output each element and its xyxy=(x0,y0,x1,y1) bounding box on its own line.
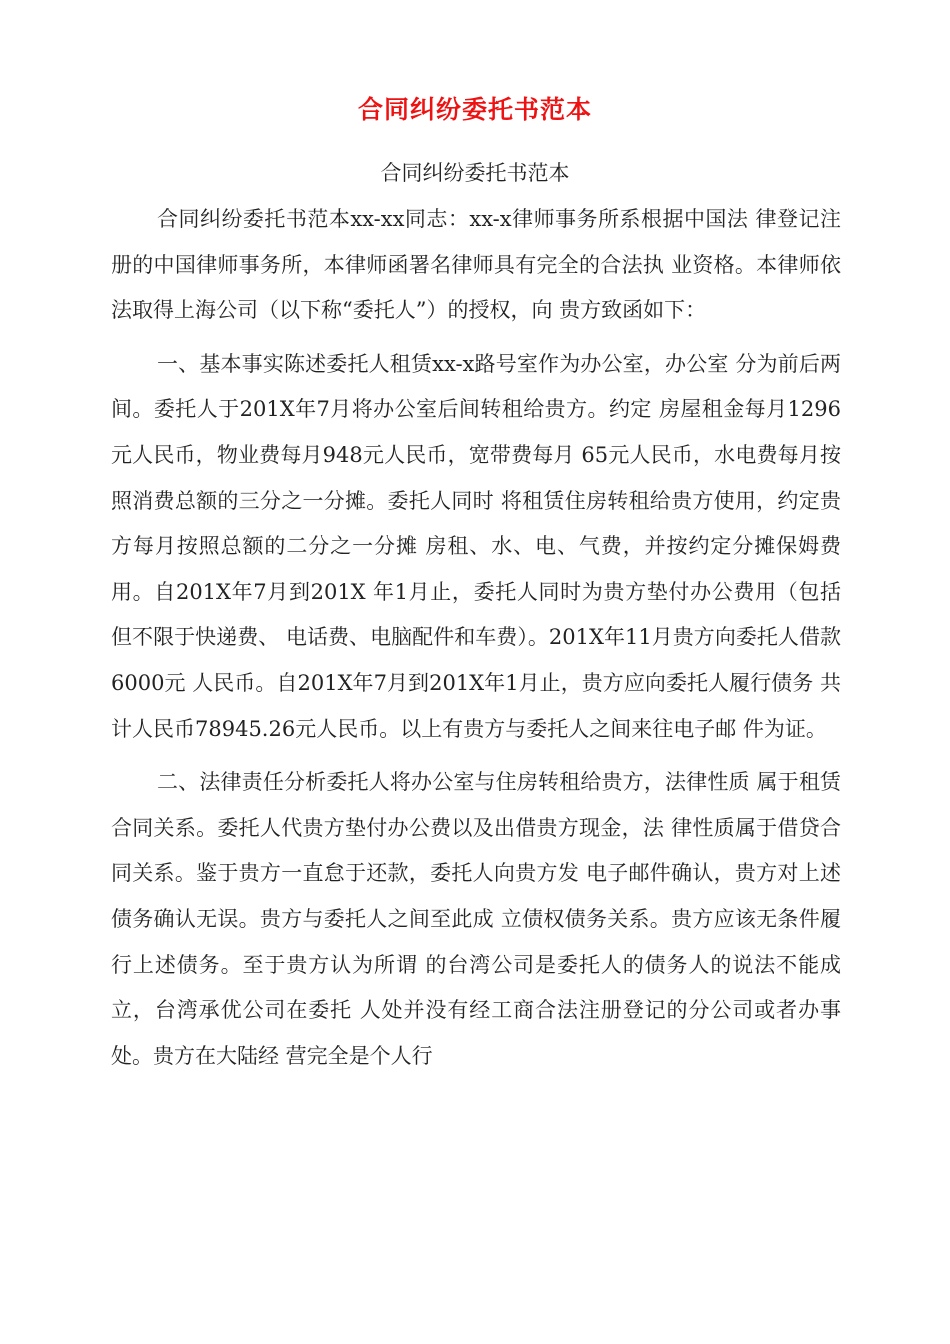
paragraph-facts: 一、基本事实陈述委托人租赁xx-x路号室作为办公室，办公室 分为前后两间。委托人于201X年7月将办公室后间转租给贵方。约定 房屋租金每月1296元人民币，物业费每月948元人民币，宽带费每月 65元人民币，水电费每月按照消费总额的三分之一分摊。委托人同时 将租赁住房转租给贵方使用，约定贵方每月按照总额的二分之一分摊 房租、水、电、气费，并按约定分摊保姆费用。自201X年7月到201X 年1月止，委托人同时为贵方垫付办公费用（包括但不限于快递费、 电话费、电脑配件和车费）。201X年11月贵方向委托人借款6000元 人民币。自201X年7月到201X年1月止，贵方应向委托人履行债务 共计人民币78945.26元人民币。以上有贵方与委托人之间来往电子邮 件为证。 xyxy=(111,351,841,741)
document-body xyxy=(111,197,841,1079)
paragraph-intro: 合同纠纷委托书范本xx-xx同志：xx-x律师事务所系根据中国法 律登记注册的中国律师事务所，本律师函署名律师具有完全的合法执 业资格。本律师依法取得上海公司（以下称“委托人”）的授权，向 贵方致函如下： xyxy=(111,207,841,323)
document-subtitle: 合同纠纷委托书范本 xyxy=(380,161,570,185)
paragraph-legal-analysis: 二、法律责任分析委托人将办公室与住房转租给贵方，法律性质 属于租赁合同关系。委托人代贵方垫付办公费以及出借贵方现金，法 律性质属于借贷合同关系。鉴于贵方一直怠于还款，委托人向贵方发 电子邮件确认，贵方对上述债务确认无误。贵方与委托人之间至此成 立债权债务关系。贵方应该无条件履行上述债务。至于贵方认为所谓 的台湾公司是委托人的债务人的说法不能成立，台湾承优公司在委托 人处并没有经工商合法注册登记的分公司或者办事处。贵方在大陆经 营完全是个人行 xyxy=(111,770,841,1068)
document-title: 合同纠纷委托书范本 xyxy=(357,95,592,124)
